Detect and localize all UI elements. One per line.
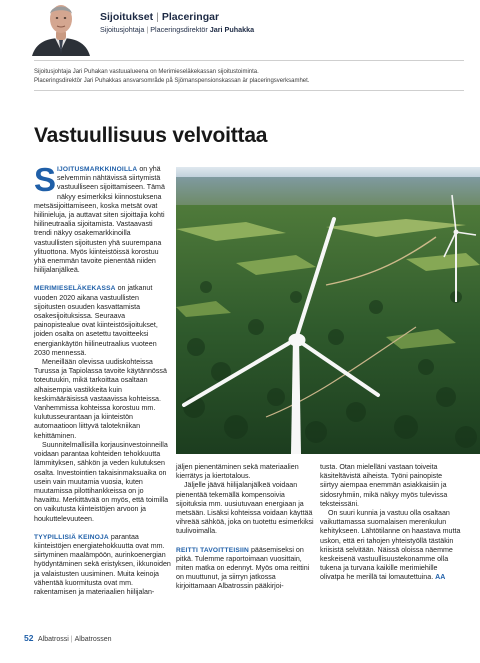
paragraph-8-lead: REITTI TAVOITTEISIIN <box>176 546 249 554</box>
paragraph-10 <box>320 509 462 583</box>
author-portrait <box>30 0 92 56</box>
intro-paragraph <box>34 161 171 275</box>
page-header <box>0 0 480 58</box>
section-title-sv: Placeringar <box>161 11 220 23</box>
article-column-2 <box>176 463 314 592</box>
paragraph-7: Jäljelle jäävä hiilijalanjälkeä voidaan pienentää tekemällä kompensoivia sijoituksia mm. uusiutuvaan energiaan ja metsään. Lisäksi kohteissa voidaan käyttää vihreää sähköä, joka on tuotettu esimerkiksi tuulivoimalla. <box>176 481 314 536</box>
author-role-fi: Sijoitusjohtaja <box>100 25 145 34</box>
paragraph-8 <box>176 546 314 592</box>
article-column-1 <box>34 161 171 597</box>
header-rule <box>34 60 464 61</box>
paragraph-5-lead: TYYPILLISIÄ KEINOJA <box>34 533 109 541</box>
paragraph-4: Suunnitelmallisilla korjausinvestoinneilla voidaan parantaa kohteiden tehokkuutta lämmityksen, sähkön ja veden kulutuksen osalta. Investointien takaisinmaksuaika on usein vain muutamia vuosia, kuten muutamissa pilottihankkeissa on jo havaittu. Merkittävää on myös, että toimilla on vaikutusta kiinteistöjen arvoon ja houkuttelevuuteen. <box>34 440 169 523</box>
title-separator: | <box>156 11 159 23</box>
caption-sv: Placeringsdirektör Jari Puhakkas ansvarsområde på Sjömanspensionskassan är placeringsverksamhet. <box>34 77 310 84</box>
paragraph-5 <box>34 533 171 597</box>
section-title <box>100 11 219 23</box>
footer-separator: | <box>70 636 73 643</box>
end-mark-icon: AA <box>435 574 446 582</box>
role-separator: | <box>146 25 149 34</box>
portrait-image <box>30 0 92 56</box>
page-number: 52 <box>24 633 34 643</box>
drop-cap: S <box>34 161 57 198</box>
article-title: Vastuullisuus velvoittaa <box>34 124 268 147</box>
magazine-name-fi: Albatrossi <box>38 636 69 643</box>
paragraph-8-text: pääsemiseksi on pitkä. Tulemme raportoimaan vuosittain, miten matka on edennyt. Myös oma reittini on muuttunut, ja siirryn jatkossa kirjoittamaan Albatrossin pääkirjoi- <box>176 545 310 591</box>
paragraph-10-text: On suuri kunnia ja vastuu olla osaltaan vaikuttamassa suomalaisen merenkulun kehitykseen. Lähtötilanne on haastava mutta uskon, että eri tahojen yhteistyöllä tästäkin kriisistä selvitään. Näissä oloissa näemme keskeisenä vastuullisuustekonamme olla tukena ja turvana kaikille merimiehille olivatpa he merillä tai lomautettuina. <box>320 509 461 582</box>
intro-text: on yhä selvemmin nähtävissä siirtymistä vastuulliseen sijoittamiseen. Tämä näkyy esimerkiksi kiinnostuksena metsäsijoittamiseen, koska metsät ovat hiilinieluja, ja auttavat siten sijoittajia kohti hiilineutraalia sijoitamista. Vastaavasti trendi näkyy osakemarkkinoilla vastuullisten sijoitusten yhä suurempana ylituottona. Myös kiinteistöissä korostuu yhä enemmän tavoite pienentää niiden hiilijalanjälkeä. <box>34 165 165 275</box>
paragraph-9: tusta. Otan mielelläni vastaan toiveita käsiteltävistä aiheista. Työni painopiste siirtyy aiempaa enemmän asiakkaisiin ja sidosryhmiin, mikä näkyy myös tulevissa teksteissäni. <box>320 463 448 508</box>
author-line <box>100 25 254 34</box>
author-name: Jari Puhakka <box>209 25 255 34</box>
caption-fi: Sijoitusjohtaja Jari Puhakan vastuualueena on Merimieseläkekassan sijoitustoiminta. <box>34 69 259 75</box>
section-title-fi: Sijoitukset <box>100 11 154 23</box>
article-column-3 <box>320 463 462 583</box>
paragraph-2-text: on jatkanut vuoden 2020 aikana vastuullisten sijoitusten osuuden kasvattamista osakesijoituksissa. Seuraava painopistealue ovat kiinteistösijoitukset, joiden osalta on asetettu tavoitteeksi energiankäytön hiilineutraalius vuoteen 2030 mennessä. <box>34 284 158 357</box>
paragraph-2-lead: MERIMIESELÄKEKASSA <box>34 285 116 293</box>
intro-lead: IJOITUSMARKKINOILLA <box>57 166 138 173</box>
caption-rule <box>34 90 464 91</box>
paragraph-3: Meneillään olevissa uudiskohteissa Turussa ja Tapiolassa tavoite käytännössä toteutuukin, mikä tarkoittaa osaltaan alhaisempia vastikkeita kuin keskimääräisissä vastaavissa kohteissa. Vanhemmissa kohteissa korostuu mm. kulutusseurantaan ja kiinteistön automaatioon liittyvä talotekniikan kehittäminen. <box>34 358 167 440</box>
author-caption <box>34 68 454 85</box>
magazine-name-sv: Albatrossen <box>74 636 112 643</box>
paragraph-2 <box>34 284 171 358</box>
paragraph-6: jäljen pienentäminen sekä materiaalien kierrätys ja kiertotalous. <box>176 463 299 481</box>
paragraph-5-text: parantaa kiinteistöjen energiatehokkuutta ovat mm. siirtyminen maalämpöön, aurinkoenergian hyödyntäminen sekä eristyksen, ikkunoiden ja valaistusten uusiminen. Muita keinoja vähentää kuormitusta ovat mm. rakentamisen ja materiaalien hiilijalan- <box>34 532 171 596</box>
wind-turbines-image <box>176 167 480 454</box>
author-role-sv: Placeringsdirektör <box>150 25 208 34</box>
wind-turbine-photo <box>176 167 480 454</box>
page-footer <box>24 633 112 643</box>
